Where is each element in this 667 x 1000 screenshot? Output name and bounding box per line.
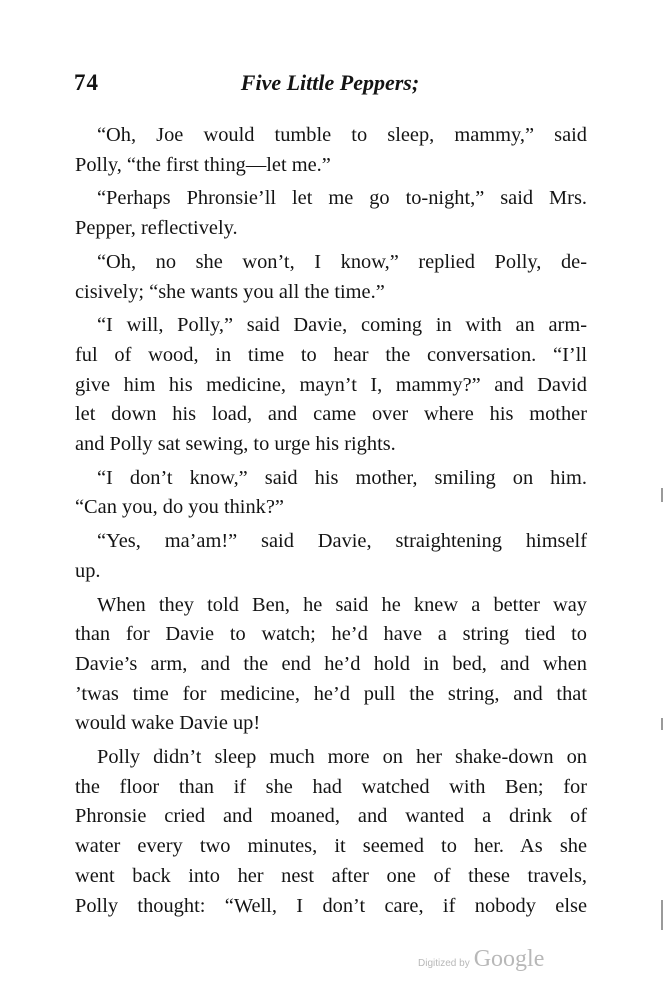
paragraph: [75, 743, 587, 921]
paragraph: [75, 311, 587, 460]
text-line: Pepper, reflectively.: [75, 217, 238, 240]
text-line: would wake Davie up!: [75, 712, 261, 735]
digitized-by-label: Digitized by: [418, 958, 470, 969]
text-line: Polly, “the first thing—let me.”: [75, 153, 331, 176]
paragraph: [75, 464, 587, 523]
digitization-watermark: [418, 946, 544, 973]
text-line: the floor than if she had watched with Ben; for: [75, 775, 587, 798]
text-line: and Polly sat sewing, to urge his rights.: [75, 433, 396, 456]
text-line: “I will, Polly,” said Davie, coming in with an arm-: [97, 314, 587, 337]
text-line: When they told Ben, he said he knew a better way: [97, 593, 587, 616]
page-number: 74: [74, 70, 99, 95]
text-line: up.: [75, 559, 101, 582]
text-line: let down his load, and came over where his mother: [75, 403, 587, 426]
text-line: Phronsie cried and moaned, and wanted a drink of: [75, 805, 587, 828]
google-logo: Google: [473, 946, 545, 972]
scan-margin-mark: [661, 488, 663, 502]
text-line: “Oh, Joe would tumble to sleep, mammy,” said: [97, 124, 587, 146]
text-line: ’twas time for medicine, he’d pull the string, and that: [75, 682, 587, 705]
text-line: water every two minutes, it seemed to her. As she: [75, 835, 587, 858]
scan-margin-mark: [661, 718, 663, 730]
body-text: [75, 121, 587, 925]
running-head: Five Little Peppers;: [240, 70, 420, 95]
text-line: Polly thought: “Well, I don’t care, if nobody else: [75, 894, 587, 917]
text-line: cisively; “she wants you all the time.”: [75, 280, 385, 303]
scan-margin-mark: [661, 900, 663, 930]
text-line: ful of wood, in time to hear the conversation. “I’ll: [75, 343, 587, 366]
text-line: “Yes, ma’am!” said Davie, straightening himself: [97, 530, 587, 553]
text-line: went back into her nest after one of these travels,: [75, 864, 587, 887]
text-line: Davie’s arm, and the end he’d hold in bed, and when: [75, 652, 587, 675]
text-line: “Oh, no she won’t, I know,” replied Polly, de-: [97, 250, 587, 273]
paragraph: [75, 184, 587, 243]
text-line: “Can you, do you think?”: [75, 496, 284, 519]
page-header: [74, 70, 586, 104]
text-line: Polly didn’t sleep much more on her shake-down on: [97, 746, 587, 769]
text-line: “Perhaps Phronsie’ll let me go to-night,” said Mrs.: [97, 187, 587, 210]
text-line: “I don’t know,” said his mother, smiling on him.: [97, 466, 587, 489]
paragraph: [75, 121, 587, 180]
paragraph: [75, 591, 587, 740]
text-line: give him his medicine, mayn’t I, mammy?” and David: [75, 373, 587, 396]
text-line: than for Davie to watch; he’d have a string tied to: [75, 623, 587, 646]
paragraph: [75, 527, 587, 586]
paragraph: [75, 248, 587, 307]
